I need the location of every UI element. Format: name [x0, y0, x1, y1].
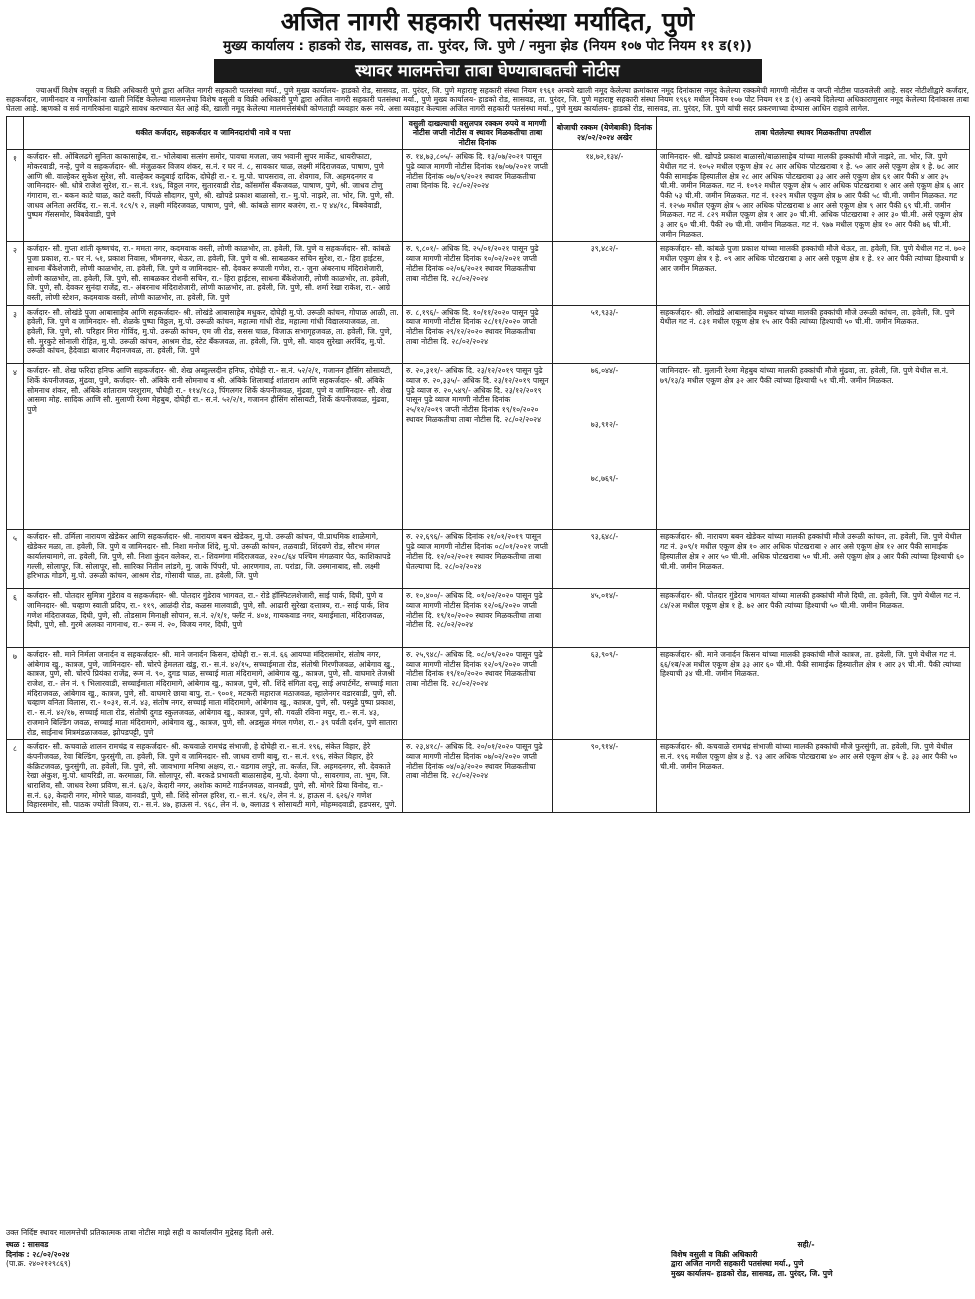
dues-amount: ७३,९१२/-: [590, 420, 619, 430]
cell-names: कर्जदार- सौ. शेख फरिदा हनिफ आणि सहकर्जदार- श्री. शेख अब्दुल्लदीन हनिफ, दोघेही रा.- स.नं. ५२/२/१, गजानन हौसिंग सोसायटी, शिर्के कंपनीजवळ, मुंढवा, पुणे, कर्जदार- सौ. अंबिके रानी सोमनाथ व श्री. अंबिके शिलाबाई शांताराम आणि सहकर्जदार- श्री. अंबिके सोमनाथ शंकर, सौ. अंबिके शांताराम परशुराम, चौघेही रा.- ११४/१८३, पिंगलगर शिर्के कंपनीजवळ, मुंढवा, पुणे व जामिनदार- सौ. शेख आसमा मोह. सादिक आणि सौ. मुलाणी रेश्मा मेहबुब, दोघेही रा.- स.नं. ५२/२/१, गजानन हौसिंग सोसायटी, शिर्के कंपनीजवळ, मुंढवा, पुणे: [24, 364, 403, 530]
cell-sr: २: [7, 242, 24, 305]
footer-officer: विशेष वसुली व विक्री अधिकारी: [671, 1249, 758, 1259]
cell-names: कर्जदार- सौ. माने निर्मला जनार्दन व सहकर्जदार- श्री. माने जनार्दन किसन, दोघेही रा.- स.नं. ६६ आयप्पा मंदिरासमोर, संतोष नगर, आंबेगाव खु., कात्रज, पुणे, जामिनदार- सौ. चोरपे हेमलता खंडु, रा.- स.नं. ४२/१५, सच्चाईमाता रोड, संतोषी गिरणीजवळ, आंबेगाव खु., कात्रज, पुणे, सौ. चोरपे प्रियंका राजेंद्र, रूम नं. ९०, दुगड चाळ, सच्चाई माता मंदिरामागे, आंबेगाव खु., कात्रज, पुणे, सौ. वाघमारे तेजश्री राजेश, रा.- लेन नं. ९ भिलारवाडी, सच्चाईमाता मंदिरामागे, आंबेगाव खु., कात्रज, पुणे, सौ. शिंदे संगिता दत्तू, साई अपार्टमेंट, सच्चाई माता मंदिराजवळ, आंबेगाव खु., कात्रज, पुणे, सौ. वाघमारे छाया बापु, रा.- ९००१, मटकरी महाराज मठाजवळ, म्हालेनगर वडारवाडी, पुणे, सौ. चव्हाण वनिता विलास, रा.- १०३१, स.नं. ४३, संतोष नगर, सच्चाई माता मंदिरामागे, आंबेगाव खु., कात्रज, पुणे, सौ. पस्पुडे पुष्पा प्रकाश, रा.- स.नं. ४२/१७, सच्चाई माता रोड, संतोषी दुगड स्कुलजवळ, आंबेगाव खु., कात्रज, पुणे, सौ. गवळी रविना मयुर, रा.- स.नं. ४३, राजमाने बिल्डिंग जवळ, सच्चाई माता मंदिरामागे, आंबेगाव खु., कात्रज, पुणे, सौ. अडसुळ मंगल गणेश, रा.- ३९ पर्वती दर्शन, पुणे सातारा रोड, साईनाथ मित्रमंडळाजवळ, झोपडपट्टी, पुणे: [24, 647, 403, 739]
cell-dues: [553, 589, 657, 648]
cell-recovery: रु. ९,८०१/- अधिक दि. २५/०१/२०२१ पासून पुढे व्याज मागणी नोटीस दिनांक १०/०२/२०२१ जप्ती नोटीस दिनांक ०२/०६/२०२१ स्थावर मिळकतीचा ताबा नोटीस दि. २८/०२/२०२४: [403, 242, 553, 305]
cell-names: कर्जदार- सौ. उर्मिला नारायण खेडेकर आणि सहकर्जदार- श्री. नारायण बबन खेडेकर, मु.पो. उरूळी कांचन, पी.प्राथमिक शाळेमागे, खेडेकर मळा, ता. हवेली, जि. पुणे व जामिनदार- सौ. निशा मनोज शिंदे, मु.पो. उरूळी कांचन, तळवाडी, शिंदवणे रोड, सौरभ मंगल कार्यालयामागे, ता. हवेली, जि. पुणे, सौ. निशा कुंदन वलेकर, रा.- शिवम्गंगा मंदिराजवळ, २२०८/६४ पश्चिम मंगळवार पेठ, काशिकापडे गल्ली, सोलापूर, जि. सोलापूर, सौ. सारिका नितीन लांडगे, मु. जाके पिंपरी, पो. आरणगाव, ता. परांडा, जि. उस्मानाबाद, सौ. लक्ष्मी हरिभाऊ गोडगे, मु.पो. उरूळी कांचन, आश्रम रोड, गोसावी चाळ, ता. हवेली, जि. पुणे: [24, 530, 403, 589]
footer-office: मुख्य कार्यालय- हाडको रोड, सासवड, ता. पुरंदर, जि. पुणे: [671, 1268, 833, 1278]
cell-recovery: रु. १४,७३,८०५/- अधिक दि. १३/०७/२०२१ पासून पुढे व्याज मागणी नोटीस दिनांक १७/०७/२०२१ जप्ती नोटीस दिनांक ०७/०९/२०२१ स्थावर मिळकतीचा ताबा दिनांक दि. २८/०२/२०२४: [403, 150, 553, 242]
cell-recovery: रु. २२,६९६/- अधिक दिनांक २१/०१/२०१९ पासून पुढे व्याज मागणी नोटीस दिनांक ०८/०१/२०२१ जप्ती नोटीस दि. १२/०२/२०२१ स्थावर मिळकतीचा ताबा घेतल्याचा दि. २८/०२/२०२४: [403, 530, 553, 589]
dues-amount: ५१,९३३/-: [590, 307, 619, 317]
header-sr: [7, 116, 24, 150]
cell-property: सहकर्जदार- सौ. कांबळे पुजा प्रकाश यांच्या मालकी हक्कांची मौजे थेऊर, ता. हवेली, जि. पुणे येथील गट नं. ७०२ मधील एकूण क्षेत्र १ हे. ०९ आर अधिक पोटखराबा ३ आर असे एकूण क्षेत्र १ हे. १२ आर पैकी त्यांच्या हिश्याची ४ आर जमीन मिळकत.: [657, 242, 970, 305]
cell-dues: [553, 530, 657, 589]
cell-names: कर्जदार- सौ. लोखंडे पुजा आबासाहेब आणि सहकर्जदार- श्री. लोखंडे आबासाहेब मधुकर, दोघेही मु.पो. उरूळी कांचन, गोपाळ आळी, ता. हवेली, जि. पुणे व जामिनदार- सौ. शेळके पुष्पा विठ्ठल, मु.पो. उरूळी कांचन, महात्मा गांधी रोड, महात्मा गांधी विद्यालयाजवळ, ता. हवेली, जि. पुणे, सौ. परिहार मिरा गोविंद, मु.पो. उरूळी कांचन, एम जी रोड, ससस चाळ, विजाऊ सभागृहजवळ, ता. हवेली, जि. पुणे, सौ. मुरकुटे सोनाली रोहित, मु.पो. उरूळी कांचन, आश्रम रोड, स्टेट बँकजवळ, ता. हवेली, जि. पुणे, सौ. यादव सुरेखा अरविंद, मु.पो. उरूळी कांचन, हैदेवाडा बाजार मैदानजवळ, ता. हवेली, जि. पुणे: [24, 305, 403, 364]
cell-property: जामिनदार- श्री. खोपडे प्रकाश बाळासो/बाळासाहेब यांच्या मालकी हक्कांची मौजे नाझरे, ता. भोर, जि. पुणे येथील गट नं. १०५२ मधील एकूण क्षेत्र २८ आर अधिक पोटखराबा १ हे. ५० आर असे एकूण क्षेत्र १ हे. ७८ आर पैकी सामाईक हिस्यातील क्षेत्र २८ आर अधिक पोटखराबा ३३ आर असे एकूण क्षेत्र ६१ आर पैकी ४ आर ३५ ची.मी. जमीन मिळकत. गट नं. १०९२ मधील एकूण क्षेत्र ५ आर अधिक पोटखराबा १ आर असे एकूण क्षेत्र ६ आर पैकी ५३ ची.मी. जमीन मिळकत. गट नं. १२२९ मधील एकूण क्षेत्र ७ आर पैकी ५८ ची.मी. जमीन मिळकत. गट नं. १२५७ मधील एकूण क्षेत्र ५ आर अधिक पोटखराबा ४ आर असे एकूण क्षेत्र ९ आर पैकी ६९ ची.मी. जमीन मिळकत. गट नं. ८२९ मधील एकूण क्षेत्र १ आर ३० ची.मी. अधिक पोटखराबा २ आर ३० ची.मी. असे एकूण क्षेत्र ३ आर ६० ची.मी. पैकी २७ ची.मी. जमीन मिळकत. गट नं. ९७७ मधील एकूण क्षेत्र १० आर पैकी ७६ ची.मी. जमीन मिळकत.: [657, 150, 970, 242]
cell-property: सहकर्जदार- श्री. लोखंडे आबासाहेब मधुकर यांच्या मालकी हक्कांची मौजे उरूळी कांचन, ता. हवेली, जि. पुणे येथील गट नं. ८३१ मधील एकूण क्षेत्र १५ आर पैकी त्यांच्या हिश्याची ५० ची.मी. जमीन मिळकत.: [657, 305, 970, 364]
cell-property: सहकर्जदार- श्री. माने जनार्दन किसन यांच्या मालकी हक्कांची मौजे कात्रज, ता. हवेली, जि. पुणे येथील गट नं. ६६/१ब/२अ मधील एकूण क्षेत्र ३३ आर ६० ची.मी. पैकी सामाईक हिस्यातील क्षेत्र १ आर ३९ ची.मी. पैकी त्यांच्या हिश्याची ३४ ची.मी. जमीन मिळकत.: [657, 647, 970, 739]
footer-date: दिनांक : २८/०२/२०२४: [6, 1249, 70, 1259]
cell-dues: [553, 364, 657, 530]
cell-sr: ३: [7, 305, 24, 364]
header-dues: बोजाची रक्कम (येणेबाकी) दिनांक २४/०२/२०२४ अखेर: [553, 116, 657, 150]
cell-recovery: रु. १०,४००/- अधिक दि. ०१/०२/२०२० पासून पुढे व्याज मागणी नोटीस दिनांक १२/०६/२०२० जप्ती नोटीस दि. १९/१०/२०२० स्थावर मिळकतीचा ताबा नोटीस दि. २८/०२/२०२४: [403, 589, 553, 648]
header-property: ताबा घेतलेल्या स्थावर मिळकतीचा तपशील: [657, 116, 970, 150]
cell-dues: [553, 242, 657, 305]
table-row: [7, 242, 970, 305]
footer-note: उक्त निर्दिष्ट स्थावर मालमत्तेची प्रतिकात्मक ताबा नोटीस माझे सही व कार्यालयीन मुद्रेसह दिली असे.: [6, 1228, 275, 1237]
dues-amount: ९०,९१४/-: [590, 742, 619, 752]
dues-amount: ७८,७६९/-: [590, 473, 619, 483]
notice-footer: [6, 1228, 969, 1278]
footer-sign: सही/-: [797, 1240, 815, 1249]
header-names: थकीत कर्जदार, सहकर्जदार व जामिनदारांची नावे व पत्ता: [24, 116, 403, 150]
header-recovery: वसुली दाखल्याची वसुलपत्र रक्कम रुपये व मागणी नोटीस जप्ती नोटीस व स्थावर मिळकतीचा ताबा नोटीस दिनांक: [403, 116, 553, 150]
footer-ref: (पा.क्र. २४०२१२९८६९): [6, 1259, 71, 1269]
footer-org: द्वारा अजित नागरी सहकारी पतसंस्था मर्या., पुणे: [671, 1259, 804, 1269]
table-row: [7, 589, 970, 648]
table-row: [7, 740, 970, 813]
cell-recovery: रु. ८,१९६/- अधिक दि. १०/११/२०२० पासून पुढे व्याज मागणी नोटीस दिनांक २८/११/२०२० जप्ती नोटीस दिनांक २९/१२/२०२० स्थावर मिळकतीचा ताबा नोटीस दि. २८/०२/२०२४: [403, 305, 553, 364]
cell-property: सहकर्जदार- श्री. पोतदार गुंडेराव भागवत यांच्या मालकी हक्कांची मौजे दिघी, ता. हवेली, जि. पुणे येथील गट नं. ८४/२अ मधील एकूण क्षेत्र १ हे. ७२ आर पैकी त्यांच्या हिश्याची ५० ची.मी. जमीन मिळकत.: [657, 589, 970, 648]
dues-amount: १४,७२,१३४/-: [585, 152, 624, 162]
cell-names: कर्जदार- सौ. पोतदार सुमित्रा गुंडेराव व सहकर्जदार- श्री. पोतदार गुंडेराव भागवत, रा.- रोडे हॉस्पिटलशेजारी, साई पार्क, दिघी, पुणे व जामिनदार- श्री. चव्हाण स्वाती प्रदिप, रा.- ११९, आळंदी रोड, कळस मालवाडी, पुणे, सौ. आढारी सुरेखा दत्तात्रय, रा.- साई पार्क, शिव गणेश मंदिराजवळ, दिघी, पुणे, सौ. तोडसाम मिनाक्षी सोपान, स.नं. २/१/१, फ्लॅट नं. ४०४, गायकवाड नगर, यमाईमाता, मंदिराजवळ, दिघी, पुणे, सौ. गुरमे अलका नागनाथ, रा.- रूम नं. २०, विजय नगर, दिघी, पुणे: [24, 589, 403, 648]
dues-amount: ९३,६४८/-: [590, 532, 619, 542]
cell-names: कर्जदार- सौ. कचवाळे शालन रामचंद्र व सहकर्जदार- श्री. कचवाळे रामचंद्र संभाजी, हे दोघेही रा.- स.नं. १९६, संकेत विहार, हेरे कंपनीजवळ, रेवा बिल्डिंग, फुरसुंगी, ता. हवेली, जि. पुणे व जामिनदार- सौ. जाधव राणी बाबू, रा.- स.नं. १९६, संकेत विहार, हेरे कंक्रिटजवळ, फुरसुंगी, ता. हवेली, जि. पुणे, सौ. जावभागा मनिषा अक्षय, रा.- वडगाव लपुरे, ता. कर्जत, जि. अहमदनगर, सौ. देवकाते रेखा अंकुश, मु.पो. धायरिडी, ता. करमाळा, जि. सोलापूर, सौ. बरकडे प्रभावती बाळासाहेब, मु.पो. देवगा पो., सावरगाव, ता. भुम, जि. धाराशिव, सौ. जाधव रेश्मा प्रविण, स.नं. ६३/२, केदारी नगर, अशोक कामटे गार्डनजवळ, वानवडी, पुणे, सौ. मोगरे प्रिया विनोद, रा.- स.नं. ६३, केदारी नगर, मोगरे चाळ, वानवडी, पुणे, सौ. शिंदे सोनल हरिश, रा.- स.नं. १६/२, लेन नं. ४, हाऊस नं. ६२६/२ गणेश विहारसमोर, सौ. पाठक ज्योती विजय, रा.- स.नं. ४७, हाऊस नं. ९६८, लेन नं. ७, क्लाउड ९ सोसायटी मागे, मोहम्मदवाडी, हडपसर, पुणे.: [24, 740, 403, 813]
office-subtitle: मुख्य कार्यालय : हाडको रोड, सासवड, ता. पुरंदर, जि. पुणे / नमुना झेड (नियम १०७ पोट नियम ११ ड(१)): [223, 38, 752, 54]
society-title: अजित नागरी सहकारी पतसंस्था मर्यादित, पुणे: [280, 7, 695, 36]
footer-place-date: [6, 1240, 71, 1269]
cell-sr: ६: [7, 589, 24, 648]
cell-recovery: रु. २५,९४८/- अधिक दि. ०८/०९/२०२० पासून पुढे व्याज मागणी नोटीस दिनांक १२/०९/२०२० जप्ती नोटीस दिनांक १९/१०/२०२० स्थावर मिळकतीचा ताबा नोटीस दि. २८/०२/२०२४: [403, 647, 553, 739]
dues-amount: ६३,९०९/-: [590, 649, 619, 659]
table-row: [7, 364, 970, 530]
table-body: [7, 150, 970, 813]
cell-sr: ८: [7, 740, 24, 813]
table-header-row: [7, 116, 970, 150]
cell-property: सहकर्जदार- श्री. नारायण बबन खेडेकर यांच्या मालकी हक्कांची मौजे उरूळी कांचन, ता. हवेली, जि. पुणे येथील गट नं. ३०९/१ मधील एकूण क्षेत्र १० आर अधिक पोटखराबा २ आर असे एकूण क्षेत्र १२ आर पैकी सामाईक हिस्यातील क्षेत्र २ आर ५० ची.मी. अधिक पोटखराबा ५० ची.मी. असे एकूण क्षेत्र ३ आर पैकी त्यांच्या हिश्याची ६० ची.मी. जमीन मिळकत.: [657, 530, 970, 589]
cell-sr: ४: [7, 364, 24, 530]
notice-banner: स्थावर मालमत्तेचा ताबा घेण्याबाबतची नोटीस: [214, 59, 762, 83]
intro-paragraph: ज्याअर्थी विशेष वसुली व विक्री अधिकारी पुणे द्वारा अजित नागरी सहकारी पतसंस्था मर्या., पुणे मुख्य कार्यालय- हाडको रोड, सासवड, ता. पुरंदर, जि. पुणे महाराष्ट्र सहकारी संस्था नियम १९६१ अन्वये खाली नमूद केलेल्या क्रमांकास नमूद दिनांकास नमूद केलेल्या रक्कमेची मागणी नोटीस व जप्ती नोटीस पाठवलेली आहे. सदर नोटीशीद्वारे कर्जदार, सहकर्जदार, जामीनदार व नागरिकांना खाली निर्दिष्ट केलेल्या मालमत्तेचा विशेष वसुली व विक्री अधिकारी पुणे द्वारा अजित नागरी सहकारी पतसंस्था मर्या., पुणे मुख्य कार्यालय- हाडको रोड, सासवड, ता. पुरंदर, जि. पुणे महाराष्ट्र सहकारी संस्था नियम १९६१ मधील नियम १०७ पोट नियम ११ ड (१) अन्वये दिलेल्या अधिकाराणुसार नमूद केलेल्या दिनांकास ताबा घेतला आहे. ऋणको व सर्व नागरिकांना याद्वारे सावध करण्यात येत आहे की, खाली नमूद केलेल्या मालमत्तेसंबंधी कोणताही व्यवहार करू नये. असा व्यवहार केल्यास अजित नागरी सहकारी पतसंस्था मर्या., पुणे मुख्य कार्यालय- हाडको रोड, सासवड, ता. पुरंदर, जि. पुणे यांची सदर प्रकरणाच्या देण्यास आधिन राहावे लागेल.: [6, 86, 969, 114]
cell-dues: [553, 740, 657, 813]
possession-table: [6, 116, 970, 814]
table-row: [7, 647, 970, 739]
dues-amount: ४५,०१४/-: [590, 591, 619, 601]
table-row: [7, 150, 970, 242]
dues-amount: ३९,४८२/-: [590, 244, 619, 254]
dues-amount: ७६,०४४/-: [590, 366, 619, 376]
cell-recovery: रु. २०,३११/- अधिक दि. २३/१२/२०१९ पासून पुढे व्याज रु. २०,३३५/- अधिक दि. २३/१२/२०१९ पासून पुढे व्याज रु. २०,५४९/- अधिक दि. २३/१२/२०१९ पासून पुढे व्याज मागणी नोटीस दिनांक २५/१२/२०१९ जप्ती नोटीस दिनांक १९/१०/२०२० स्थावर मिळकतीचा ताबा नोटीस दि. २८/०२/२०२४: [403, 364, 553, 530]
table-row: [7, 530, 970, 589]
cell-sr: ७: [7, 647, 24, 739]
cell-sr: ५: [7, 530, 24, 589]
cell-dues: [553, 305, 657, 364]
cell-names: कर्जदार- सौ. गुप्ता शांती कृष्णचंद, रा.- ममता नगर, कदमवाक वस्ती, लोणी काळभोर, ता. हवेली, जि. पुणे व सहकर्जदार- सौ. कांबळे पुजा प्रकाश, रा.- घर नं. ५१, प्रकाश निवास, भीमनगर, थेऊर, ता. हवेली, जि. पुणे व श्री. साबळकर सचिन सुरेश, रा.- हिरा हाईटस, साधना बँकेशेजारी, लोणी काळभोर, ता. हवेली, जि. पुणे व जामिनदार- सौ. देवकर रूपाली गणेश, रा.- जुना अंबरनाथ मंदिराशेजारी, लोणी काळभोर, ता. हवेली, जि. पुणे, सौ. साबळकर रोशनी सचिन, रा.- हिरा हाईटस, साधना बँकेशेजारी, लोणी काळभोर, ता. हवेली, जि. पुणे, सौ. देवकर सुनंदा राजेंद्र, रा.- अंबरनाथ मंदिराशेजारी, लोणी काळभोर, ता. हवेली, जि. पुणे, सौ. शर्मा रेखा राकेश, रा.- आग्रे वस्ती, लोणी स्टेशन, कदमवाक वस्ती, लोणी काळभोर, ता. हवेली, जि. पुणे: [24, 242, 403, 305]
cell-dues: [553, 647, 657, 739]
cell-sr: १: [7, 150, 24, 242]
cell-property: सहकर्जदार- श्री. कचवाळे रामचंद्र संभाजी यांच्या मालकी हक्कांची मौजे फुरसुंगी, ता. हवेली, जि. पुणे येथील स.नं. १९६ मधील एकूण क्षेत्र ४ हे. ९३ आर अधिक पोटखराबा ४० आर असे एकूण क्षेत्र ५ हे. ३३ आर पैकी ५० ची.मी. जमीन मिळकत.: [657, 740, 970, 813]
cell-property: जामिनदार- सौ. मुलानी रेश्मा मेहबुब यांच्या मालकी हक्कांची मौजे मुंढवा, ता. हवेली, जि. पुणे येथील स.नं. ७९/१३/३ मधील एकूण क्षेत्र ३२ आर पैकी त्यांच्या हिश्याची ५१ ची.मी. जमीन मिळकत.: [657, 364, 970, 530]
cell-names: कर्जदार- सौ. ओंबिलढगे सुनिता काकासाहेब, रा.- भोलेबाबा सत्संग समोर, पावचा मजला, जय भवानी सुपर मार्केट, धायरीफाटा, मोकरवाडी, नन्हे, पुणे व सहकर्जदार- श्री. मंजुळकर विजय शंकर, स.नं. र घर नं. ८, सावकार चाळ, लक्ष्मी मंदिराजवळ, पाषाण, पुणे आणि श्री. वाल्हेकर सुकेश सुरेश, सौ. वाल्हेकर कदुबाई दादिक, दोघेही रा.- र. मु.पो. चापसराव, ता. शेवगाव, जि. अहमदनगर व जामिनदार- श्री. धोत्रे राजेश सुरेश, रा.- स.नं. १४६, विठ्ठल नगर, सुतारवाडी रोड, कॉसमॉस बँकजवळ, पाषाण, पुणे, श्री. जाधव टोणु गंगाराम, रा.- बकन काटे चाळ, काटे वस्ती, पिंपळे सौदागर, पुणे, श्री. खोपडे प्रकाश बाळासो, रा.- मु.पो. नाझरे, ता. भोर, जि. पुणे, सौ. जाधव अनिता अरविंद, रा.- स.नं. १८९/९ २, लक्ष्मी मंदिरजवळ, पाषाण, पुणे, श्री. कांबळे सागर बजरंग, रा.- ए ४४/१८, बिबवेवाडी, पुष्पम गॅससमोर, बिबवेवाडी, पुणे: [24, 150, 403, 242]
table-row: [7, 305, 970, 364]
cell-recovery: रु. २३,४१८/- अधिक दि. २०/०१/२०२० पासून पुढे व्याज मागणी नोटीस दिनांक ०७/०२/२०२० जप्ती नोटीस दिनांक ०४/०३/२०२० स्थावर मिळकतीचा ताबा नोटीस दि. २८/०२/२०२४: [403, 740, 553, 813]
cell-dues: [553, 150, 657, 242]
footer-signature-block: [671, 1240, 941, 1278]
footer-place: स्थळ : सासवड: [6, 1240, 49, 1249]
